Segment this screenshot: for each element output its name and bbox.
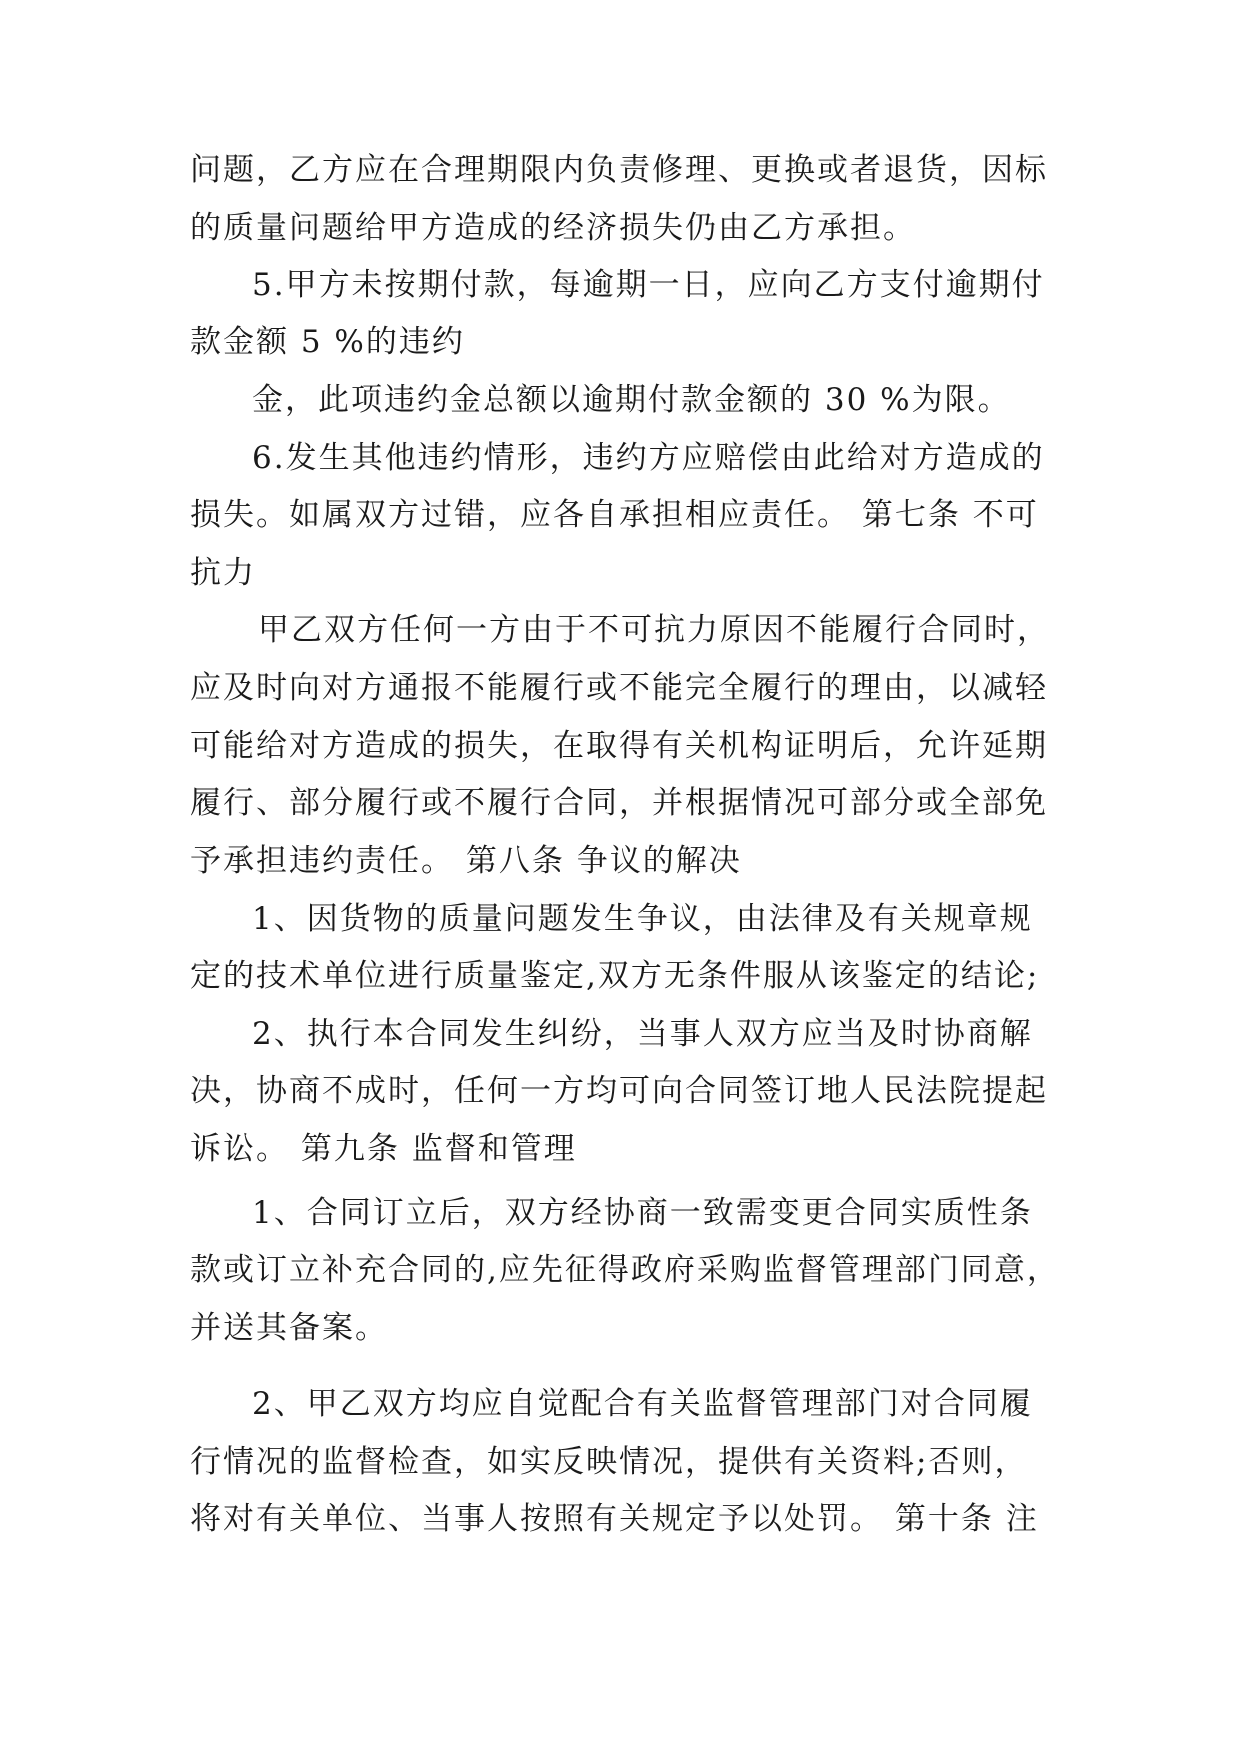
text-line: 诉讼。 第九条 监督和管理 <box>190 1131 577 1167</box>
text-line: 定的技术单位进行质量鉴定,双方无条件服从该鉴定的结论; <box>190 958 1040 994</box>
text-line: 2、甲乙双方均应自觉配合有关监督管理部门对合同履 <box>252 1386 1033 1422</box>
text-line: 5.甲方未按期付款，每逾期一日，应向乙方支付逾期付 <box>252 267 1045 303</box>
text-line: 并送其备案。 <box>190 1310 388 1346</box>
text-line: 应及时向对方通报不能履行或不能完全履行的理由，以减轻 <box>190 670 1048 706</box>
text-line: 将对有关单位、当事人按照有关规定予以处罚。 第十条 注 <box>190 1501 1039 1537</box>
text-line: 款或订立补充合同的,应先征得政府采购监督管理部门同意， <box>190 1252 1060 1288</box>
text-line: 抗力 <box>190 555 256 591</box>
text-line: 损失。如属双方过错，应各自承担相应责任。 第七条 不可 <box>190 497 1039 533</box>
text-line: 予承担违约责任。 第八条 争议的解决 <box>190 843 742 879</box>
text-line: 可能给对方造成的损失，在取得有关机构证明后，允许延期 <box>190 728 1048 764</box>
text-line: 款金额 5 %的违约 <box>190 324 465 360</box>
text-line: 6.发生其他违约情形，违约方应赔偿由此给对方造成的 <box>252 440 1045 476</box>
text-line: 的质量问题给甲方造成的经济损失仍由乙方承担。 <box>190 210 916 246</box>
text-line: 行情况的监督检查，如实反映情况，提供有关资料;否则， <box>190 1444 1028 1480</box>
text-line: 金，此项违约金总额以逾期付款金额的 30 %为限。 <box>252 382 1011 418</box>
text-line: 决，协商不成时，任何一方均可向合同签订地人民法院提起 <box>190 1073 1048 1109</box>
text-line: 1、合同订立后，双方经协商一致需变更合同实质性条 <box>252 1195 1033 1231</box>
text-line: 问题，乙方应在合理期限内负责修理、更换或者退货，因标 <box>190 152 1048 188</box>
text-line: 履行、部分履行或不履行合同，并根据情况可部分或全部免 <box>190 785 1048 821</box>
text-line: 甲乙双方任何一方由于不可抗力原因不能履行合同时， <box>258 612 1050 648</box>
text-line: 2、执行本合同发生纠纷，当事人双方应当及时协商解 <box>252 1016 1033 1052</box>
text-line: 1、因货物的质量问题发生争议，由法律及有关规章规 <box>252 901 1033 937</box>
